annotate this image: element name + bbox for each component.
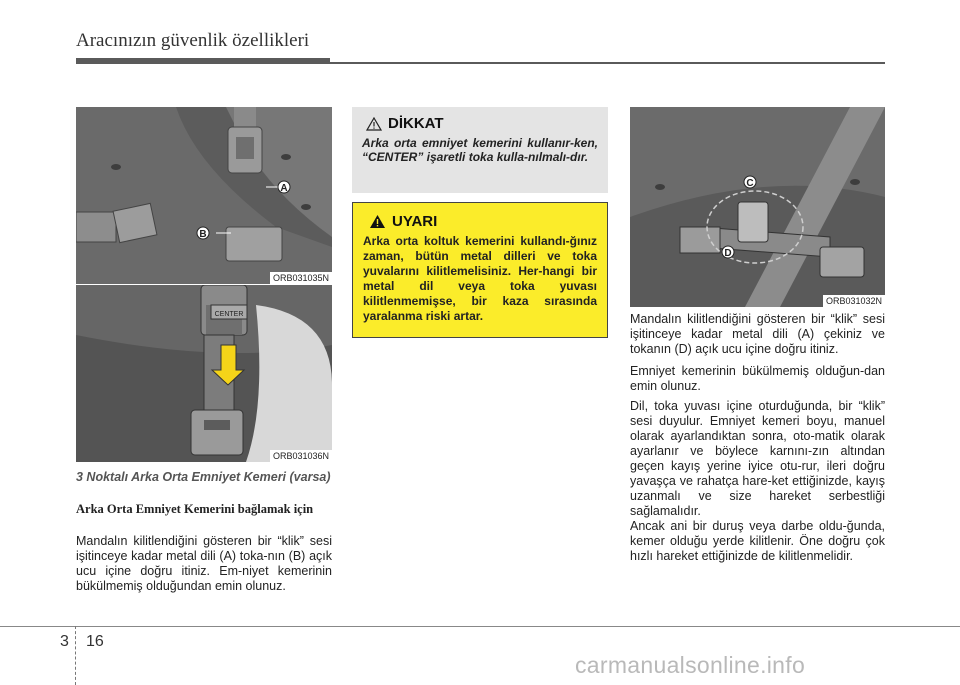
- caution-header: [366, 115, 598, 132]
- figure-center-buckle-insert: [76, 285, 332, 462]
- caution-text: Arka orta emniyet kemerini kullanır-ken, “CENTER” işaretli toka kulla-nılmalı-dır.: [362, 136, 598, 164]
- section-caption: 3 Noktalı Arka Orta Emniyet Kemeri (varsa): [76, 470, 331, 484]
- footer-rule: [0, 626, 960, 627]
- footer-divider: [75, 626, 76, 685]
- figure-label-a: A: [280, 183, 288, 194]
- figure-code: ORB031032N: [823, 295, 885, 307]
- right-paragraph-2: Emniyet kemerinin bükülmemiş olduğun-dan emin olunuz.: [630, 364, 885, 393]
- warning-title: UYARI: [392, 213, 438, 230]
- left-paragraph: Mandalın kilitlendiğini gösteren bir “klik” sesi işitinceye kadar metal dili (A) toka-nın (B) açık ucu içine doğru itiniz. Em-niyet kemerinin bükülmemiş olduğundan emin olunuz.: [76, 534, 332, 593]
- header-rule-thick: [76, 58, 330, 64]
- header-rule-thin: [330, 62, 885, 64]
- right-paragraph-3: Dil, toka yuvası içine oturduğunda, bir “klik” sesi duyulur. Emniyet kemeri boyu, manuel olarak ayarlandıktan sonra, oto-matik olarak ayarlanır ve böylece karnını-zın altından geçen kayış yerine iyice otu-rur, ileri doğru yavaşça ve rahatça hare-ket ettiğinizde, kayış uzanmalı ve size hareket serbestliği sağlamalıdır.: [630, 399, 885, 518]
- section-subheading: Arka Orta Emniyet Kemerini bağlamak için: [76, 502, 314, 516]
- warning-header: [369, 213, 597, 230]
- right-paragraph-4: Ancak ani bir duruş veya darbe oldu-ğunda, kemer olduğu yerde kilitlenir. Öne doğru çok hızlı hareket ettiğinizde de kilitlenmelidir.: [630, 519, 885, 563]
- right-buckle-illustration: [630, 107, 885, 307]
- warning-triangle-icon: [369, 214, 386, 229]
- page-header-title: Aracınızın güvenlik özellikleri: [76, 30, 310, 51]
- figure-label-b: B: [199, 229, 207, 240]
- warning-box: [352, 202, 608, 338]
- figure-right-buckle: [630, 107, 885, 307]
- figure-code: ORB031036N: [270, 450, 332, 462]
- caution-title: DİKKAT: [388, 115, 444, 132]
- page-number: 16: [86, 633, 104, 650]
- figure-code: ORB031035N: [270, 272, 332, 284]
- center-tag-label: CENTER: [214, 311, 244, 318]
- right-paragraph-1: Mandalın kilitlendiğini gösteren bir “klik” sesi işitinceye kadar metal dili (A) çekiniz ve tokanın (D) açık ucu içine doğru itiniz.: [630, 312, 885, 356]
- caution-triangle-icon: [366, 117, 382, 131]
- watermark-text: carmanualsonline.info: [575, 652, 806, 678]
- figure-label-d: D: [724, 248, 732, 259]
- caution-box: [352, 107, 608, 193]
- figure-seatbelt-latch: [76, 107, 332, 284]
- warning-text: Arka orta koltuk kemerini kullandı-ğınız zaman, bütün metal dilleri ve toka yuvalarını kilitlemelisiniz. Her-hangi bir metal dil veya toka yuvası kilitlenmemişse, bir kaza sırasında yaralanma riski artar.: [363, 234, 597, 323]
- chapter-number: 3: [60, 633, 69, 650]
- figure-label-c: C: [746, 178, 754, 189]
- seatbelt-latch-illustration: [76, 107, 332, 284]
- center-buckle-illustration: [76, 285, 332, 462]
